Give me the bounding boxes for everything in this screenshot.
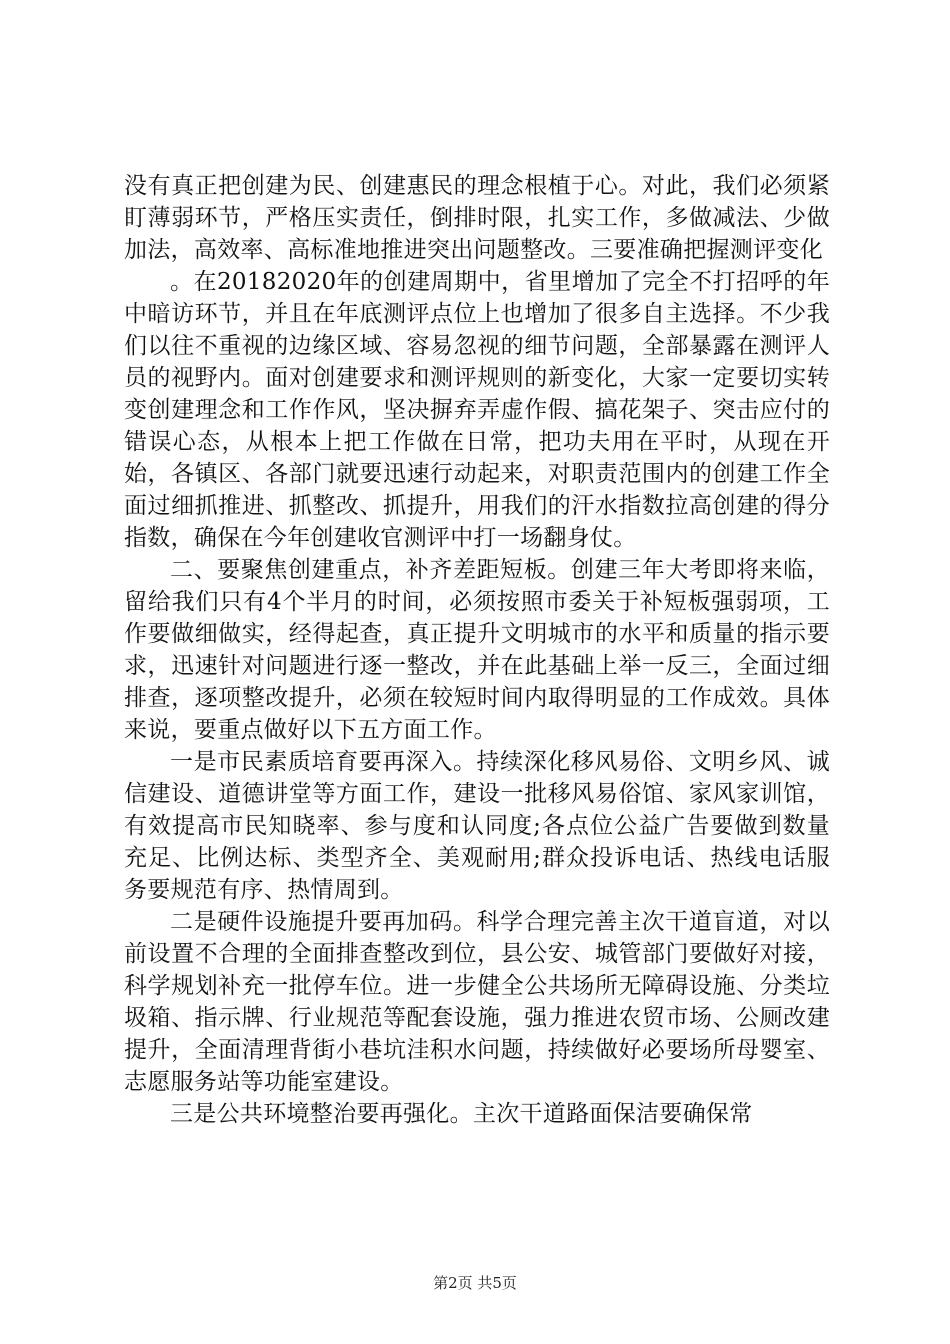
paragraph-5: 二是硬件设施提升要再加码。科学合理完善主次干道盲道，对以前设置不合理的全面排查整改到位，县公安、城管部门要做好对接，科学规划补充一批停车位。进一步健全公共场所无障碍设施、分类垃圾箱、指示牌、行业规范等配套设施，强力推进农贸市场、公厕改建提升，全面清理背街小巷坑洼积水问题，持续做好必要场所母婴室、志愿服务站等功能室建设。 (124, 909, 830, 1095)
paragraph-3: 二、要聚焦创建重点，补齐差距短板。创建三年大考即将来临，留给我们只有4个半月的时间，必须按照市委关于补短板强弱项，工作要做细做实，经得起查，真正提升文明城市的水平和质量的指示要求，迅速针对问题进行逐一整改，并在此基础上举一反三，全面过细排查，逐项整改提升，必须在较短时间内取得明显的工作成效。具体来说，要重点做好以下五方面工作。 (124, 557, 830, 743)
paragraph-2: 。在20182020年的创建周期中，省里增加了完全不打招呼的年中暗访环节，并且在年底测评点位上也增加了很多自主选择。不少我们以往不重视的边缘区域、容易忽视的细节问题，全部暴露在测评人员的视野内。面对创建要求和测评规则的新变化，大家一定要切实转变创建理念和工作作风，坚决摒弃弄虚作假、搞花架子、突击应付的错误心态，从根本上把工作做在日常，把功夫用在平时，从现在开始，各镇区、各部门就要迅速行动起来，对职责范围内的创建工作全面过细抓推进、抓整改、抓提升，用我们的汗水指数拉高创建的得分指数，确保在今年创建收官测评中打一场翻身仗。 (124, 269, 830, 551)
document-body (124, 170, 830, 1130)
paragraph-4: 一是市民素质培育要再深入。持续深化移风易俗、文明乡风、诚信建设、道德讲堂等方面工作，建设一批移风易俗馆、家风家训馆，有效提高市民知晓率、参与度和认同度;各点位公益广告要做到数量充足、比例达标、类型齐全、美观耐用;群众投诉电话、热线电话服务要规范有序、热情周到。 (124, 749, 830, 903)
page-number-footer: 第2页 共5页 (433, 1274, 517, 1292)
paragraph-1: 没有真正把创建为民、创建惠民的理念根植于心。对此，我们必须紧盯薄弱环节，严格压实责任，倒排时限，扎实工作，多做减法、少做加法，高效率、高标准地推进突出问题整改。三要准确把握测评变化 (124, 173, 830, 263)
paragraph-6: 三是公共环境整治要再强化。主次干道路面保洁要确保常 (170, 1101, 753, 1127)
